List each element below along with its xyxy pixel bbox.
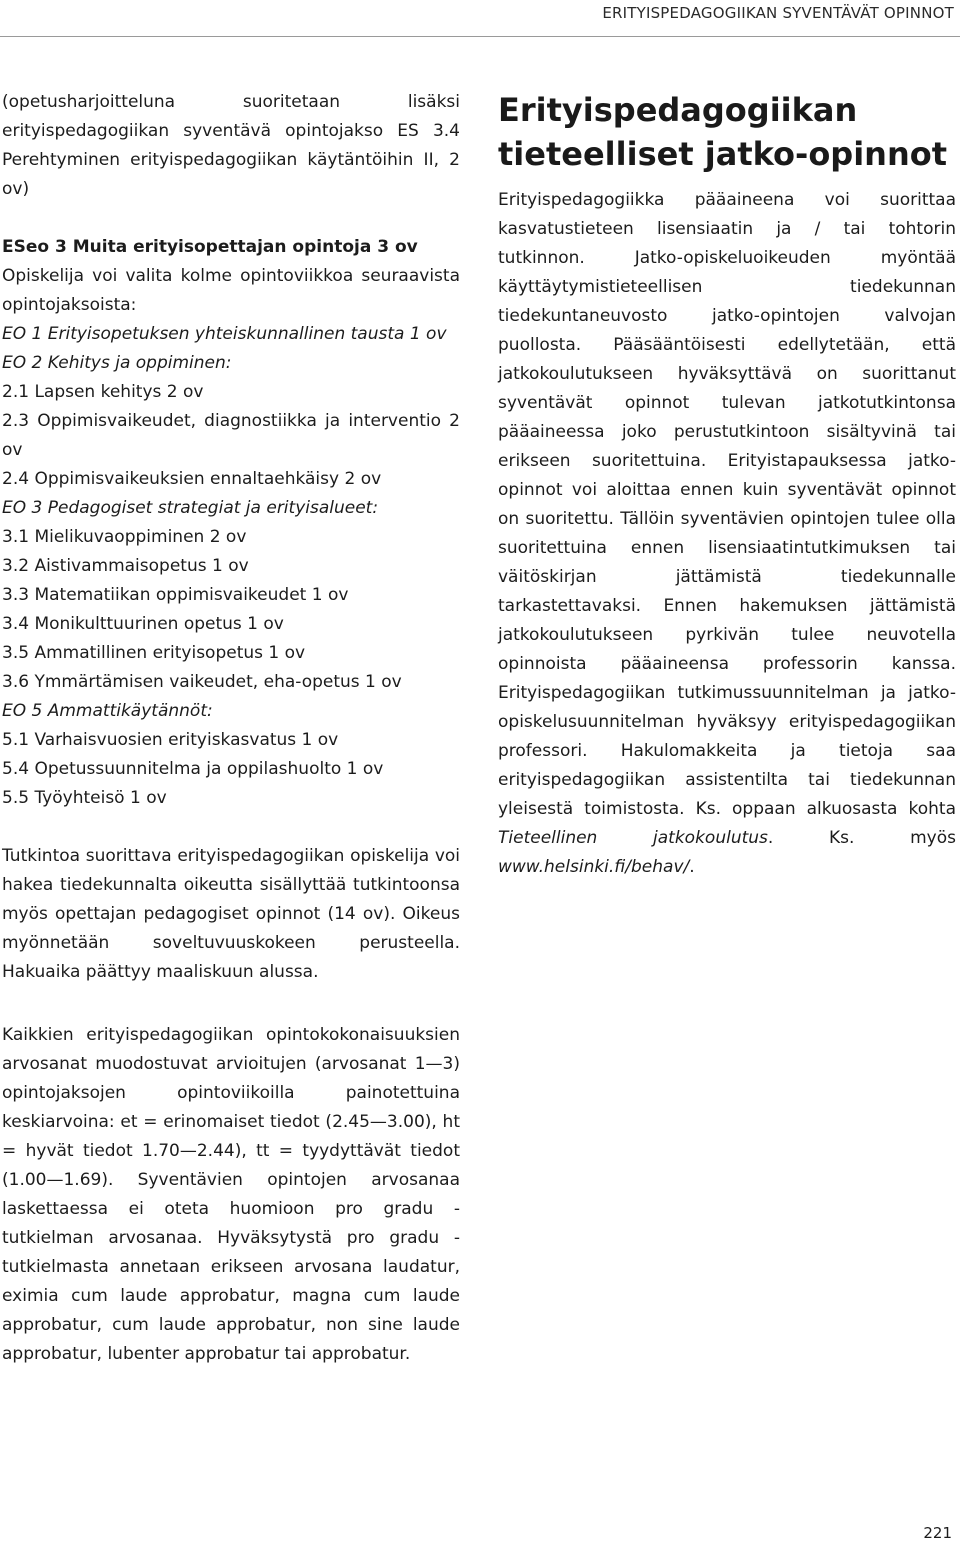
course-item: EO 1 Erityisopetuksen yhteiskunnallinen tausta 1 ov	[2, 324, 447, 344]
course-item: 3.2 Aistivammaisopetus 1 ov	[2, 556, 249, 576]
course-list	[2, 320, 460, 813]
eseo-description: Opiskelija voi valita kolme opintoviikkoa seuraavista opintojaksoista:	[2, 266, 460, 315]
reference-end: .	[689, 857, 695, 877]
eseo-heading: ESeo 3 Muita erityisopettajan opintoja 3 ov	[2, 237, 418, 257]
course-item: 2.1 Lapsen kehitys 2 ov	[2, 382, 204, 402]
course-item: 5.1 Varhaisvuosien erityiskasvatus 1 ov	[2, 730, 339, 750]
reference-url[interactable]: www.helsinki.fi/behav/	[498, 857, 690, 877]
jatko-opinnot-text: Erityispedagogiikka pääaineena voi suorittaa kasvatustieteen lisensiaatin ja / tai tohtorin tutkinnon. Jatko-opiskeluoikeuden myöntää käyttäytymistieteellisen tiedekunnan tiedekuntaneuvosto jatko-opintojen valvojan puollosta. Pääsääntöisesti edellytetään, että jatkokoulutukseen hyväksyttävä on suorittanut syventävät opinnot tulevan jatkotutkintonsa pääaineessa joko perustutkintoon sisältyvinä tai erikseen suoritettuina. Erityistapauksessa jatko-opinnot voi aloittaa ennen kuin syventävät opinnot on suoritettu. Tällöin syventävien opintojen tulee olla suoritettuina ennen lisensiaatintutkimuksen tai väitöskirjan jättämistä tiedekunnalle tarkastettavaksi. Ennen hakemuksen jättämistä jatkokoulutukseen pyrkivän tulee neuvotella opinnoista pääaineensa professorin kanssa. Erityispedagogiikan tutkimussuunnitelman ja jatko-opiskelusuunnitelman hyväksyy erityispedagogiikan professori. Hakulomakkeita ja tietoja saa erityispedagogiikan assistentilta tai tiedekunnan yleisestä toimistosta. Ks. oppaan alkuosasta kohta	[498, 190, 956, 819]
course-item: 3.6 Ymmärtämisen vaikeudet, eha-opetus 1 ov	[2, 672, 402, 692]
course-item: EO 5 Ammattikäytännöt:	[2, 701, 213, 721]
intro-paragraph: (opetusharjoitteluna suoritetaan lisäksi erityispedagogiikan syventävä opintojakso ES 3.4 Perehtyminen erityispedagogiikan käytäntöihin II, 2 ov)	[2, 92, 460, 199]
reference-title: Tieteellinen jatkokoulutus	[498, 828, 768, 848]
running-head: ERITYISPEDAGOGIIKAN SYVENTÄVÄT OPINNOT	[602, 4, 954, 22]
section-heading: Erityispedagogiikan tieteelliset jatko-opinnot	[498, 91, 948, 173]
right-column	[498, 88, 956, 882]
course-item: 5.5 Työyhteisö 1 ov	[2, 788, 167, 808]
course-item: 3.5 Ammatillinen erityisopetus 1 ov	[2, 643, 306, 663]
course-item: 5.4 Opetussuunnitelma ja oppilashuolto 1 ov	[2, 759, 384, 779]
left-column	[2, 88, 460, 1369]
jatko-opinnot-paragraph	[498, 186, 956, 882]
reference-suffix: . Ks. myös	[767, 828, 956, 848]
course-item: 3.3 Matematiikan oppimisvaikeudet 1 ov	[2, 585, 349, 605]
tutkinto-paragraph: Tutkintoa suorittava erityispedagogiikan opiskelija voi hakea tiedekunnalta oikeutta sisällyttää tutkintoonsa myös opettajan pedagogiset opinnot (14 ov). Oikeus myönnetään soveltuvuuskokeen perusteella. Hakuaika päättyy maaliskuun alussa.	[2, 846, 460, 982]
course-item: EO 3 Pedagogiset strategiat ja erityisalueet:	[2, 498, 379, 518]
course-item: 2.4 Oppimisvaikeuksien ennaltaehkäisy 2 ov	[2, 469, 382, 489]
course-item: 3.1 Mielikuvaoppiminen 2 ov	[2, 527, 247, 547]
page-number: 221	[923, 1524, 952, 1542]
arvosanat-paragraph: Kaikkien erityispedagogiikan opintokokonaisuuksien arvosanat muodostuvat arvioitujen (arvosanat 1—3) opintojaksojen opintoviikoilla painotettuina keskiarvoina: et = erinomaiset tiedot (2.45—3.00), ht = hyvät tiedot 1.70—2.44), tt = tyydyttävät tiedot (1.00—1.69). Syventävien opintojen arvosanaa laskettaessa ei oteta huomioon pro gradu -tutkielman arvosanaa. Hyväksytystä pro gradu -tutkielmasta annetaan erikseen arvosana laudatur, eximia cum laude approbatur, magna cum laude approbatur, cum laude approbatur, non sine laude approbatur, lubenter approbatur tai approbatur.	[2, 1025, 460, 1364]
course-item: 3.4 Monikulttuurinen opetus 1 ov	[2, 614, 284, 634]
course-item: EO 2 Kehitys ja oppiminen:	[2, 353, 232, 373]
course-item: 2.3 Oppimisvaikeudet, diagnostiikka ja interventio 2 ov	[2, 411, 460, 460]
header-rule	[0, 36, 960, 37]
